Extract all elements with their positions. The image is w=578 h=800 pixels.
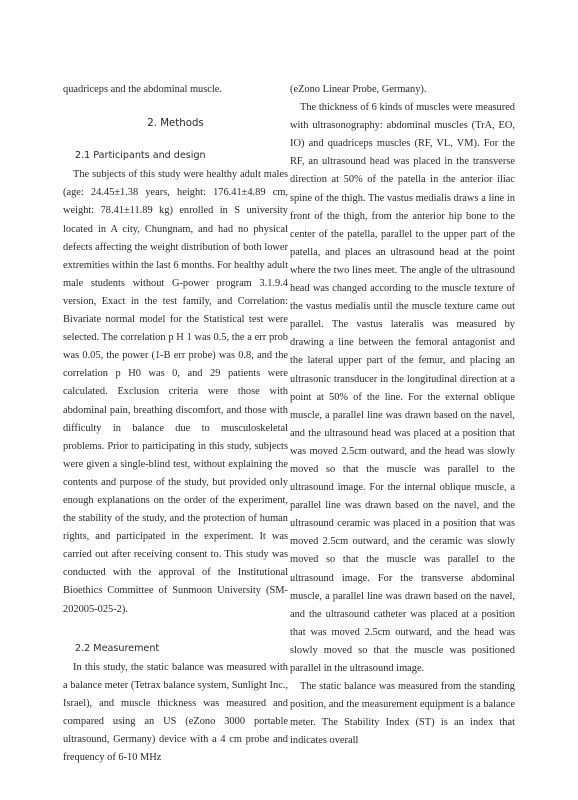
participants-paragraph: The subjects of this study were healthy adult males (age: 24.45±1.38 years, height: 176.41±4.89 cm, weight: 78.41±11.89 kg) enrolled in S university located in A city, Chungnam, and had no physical defects affecting the weight distribution of both lower extremities within the last 6 months. For healthy adult male students without G-power program 3.1.9.4 version, Exact in the test family, and Correlation: Bivariate normal model for the Statistical test were selected. The correlation p H 1 was 0.5, the a err prob was 0.05, the power (1-B err probe) was 0.8, and the correlation p H0 was 0, and 29 patients were calculated. Exclusion criteria were those with abdominal pain, breathing discomfort, and those with difficulty in balance due to musculoskeletal problems. Prior to participating in this study, subjects were given a single-blind test, without explaining the contents and purpose of the study, but provided only enough explanations on the order of the experiment, the stability of the study, and the protection of human rights, and participated in the experiment. It was carried out after receiving consent to. This study was conducted with the approval of the Institutional Bioethics Committee of Sunmoon University (SM-202005-025-2).	[63, 169, 288, 615]
probe-continuation-text: (eZono Linear Probe, Germany).	[290, 84, 427, 95]
measurement-paragraph: In this study, the static balance was measured with a balance meter (Tetrax balance system, Sunlight Inc., Israel), and muscle thickness was measured and compared using an US (eZono 3000 portable ultrasound, Germany) device with a 4 cm probe and frequency of 6-10 MHz	[63, 661, 288, 764]
participants-subsection-heading: 2.1 Participants and design	[75, 150, 206, 162]
left-column	[63, 81, 288, 767]
measurement-subsection-heading: 2.2 Measurement	[75, 642, 160, 654]
static-balance-paragraph: The static balance was measured from the standing position, and the measurement equipment is a balance meter. The Stability Index (ST) is an index that indicates overall	[290, 681, 515, 747]
right-column	[290, 81, 515, 750]
muscle-thickness-paragraph: The thickness of 6 kinds of muscles were measured with ultrasonography: abdominal muscles (TrA, EO, IO) and quadriceps muscles (RF, VL, VM). For the RF, an ultrasound head was placed in the transverse direction at 50% of the patella in the anterior iliac spine of the thigh. The vastus medialis draws a line in front of the thigh, from the anterior hip bone to the center of the patella, parallel to the upper part of the patella, and places an ultrasound head at the point where the two lines meet. The angle of the ultrasound head was changed according to the muscle texture of the vastus medialis until the muscle texture came out parallel. The vastus lateralis was measured by drawing a line between the femoral antagonist and the lateral upper part of the femur, and placing an ultrasonic transducer in the longitudinal direction at a point at 50% of the line. For the external oblique muscle, a parallel line was drawn based on the navel, and the ultrasound head was placed at a position that was moved 2.5cm outward, and the head was slowly moved so that the muscle was parallel to the ultrasound image. For the internal oblique muscle, a parallel line was drawn based on the navel, and the ultrasound ceramic was placed in a position that was moved 2.5cm outward, and the ceramic was slowly moved so that the muscle was parallel to the ultrasound image. For the transverse abdominal muscle, a parallel line was drawn based on the navel, and the ultrasound catheter was placed at a position that was moved 2.5cm outward, and the head was slowly moved so that the muscle was positioned parallel in the ultrasound image.	[290, 102, 515, 674]
methods-section-heading: 2. Methods	[147, 118, 204, 130]
intro-continuation-text: quadriceps and the abdominal muscle.	[63, 84, 222, 95]
